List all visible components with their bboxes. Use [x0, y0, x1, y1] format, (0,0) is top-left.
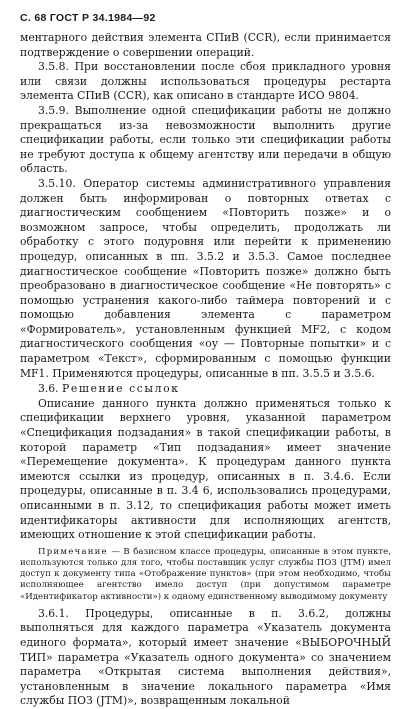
section-number: 3.6. [38, 382, 59, 396]
page-header: С. 68 ГОСТ Р 34.1984—92 [20, 12, 156, 24]
paragraph-3-5-8: 3.5.8. При восстановлении после сбоя прикладного уровня или связи должны использоваться процедуры рестарта элемента СПиВ (CCR), как описано в стандарте ИСО 9804. [20, 60, 391, 103]
note-text: — В базисном классе процедуры, описанные в этом пункте, используются только для того, чтобы поставщик услуг службы ПОЗ (JTM) имел доступ к документу типа «Отображение пунктов» (при этом необходимо, чтобы исполняющее агентство имело доступ (при допустимом параметре «Идентификатор активности») к одному единственному выводимому документу [20, 546, 391, 602]
note-label: Примечание [38, 546, 108, 557]
section-title: Решение ссылок [62, 382, 180, 396]
paragraph-3-6-1: 3.6.1. Процедуры, описанные в п. 3.6.2, должны выполняться для каждого параметра «Указатель документа единого формата», который имеет значение «ВЫБОРОЧНЫЙ ТИП» параметра «Указатель одного документа» со значением параметра «Открытая система выполнения действия», установленным в значение локального параметра «Имя службы ПОЗ (JTM)», возвращенным локальной [20, 606, 391, 708]
section-heading [20, 382, 391, 397]
paragraph-3-5-10: 3.5.10. Оператор системы административного управления должен быть информирован о повторных ответах с диагностическим сообщением «Повторить позже» и о возможном запросе, чтобы определить, продолжать ли обработку с этого подуровня или перейти к применению процедур, описанных в пп. 3.5.2 и 3.5.3. Самое последнее диагностическое сообщение «Повторить позже» должно быть преобразовано в диагностическое сообщение «Не повторять» с помощью устранения какого-либо таймера повторений и с помощью добавления элемента с параметром «Формирователь», установленным функцией MF2, с кодом диагностического сообщения «оу — Повторные попытки» и с параметром «Текст», сформированным с помощью функции MF1. Применяются процедуры, описанные в пп. 3.5.5 и 3.5.6. [20, 176, 391, 380]
paragraph-continuation: ментарного действия элемента СПиВ (CCR), если принимается подтверждение о совершении операций. [20, 31, 391, 59]
paragraph-3-5-9: 3.5.9. Выполнение одной спецификации работы не должно прекращаться из-за невозможности выполнить другие спецификации работы, если только эти спецификации работы не требуют доступа к общему агентству или передачи в общую область. [20, 103, 391, 176]
note-block [20, 547, 391, 603]
paragraph-section-body: Описание данного пункта должно применяться только к спецификации верхнего уровня, указанной параметром «Спецификация подзадания» в такой спецификации работы, в которой параметр «Тип подзадания» имеет значение «Перемещение документа». К процедурам данного пункта имеются ссылки из процедур, описанных в п. 3.4.6. Если процедуры, описанные в п. 3.4 6, использовались процедурами, описанными в п. 3.12, то спецификация работы может иметь идентификаторы активности для исполняющих агентств, имеющих отношение к этой спецификации работы. [20, 396, 391, 542]
